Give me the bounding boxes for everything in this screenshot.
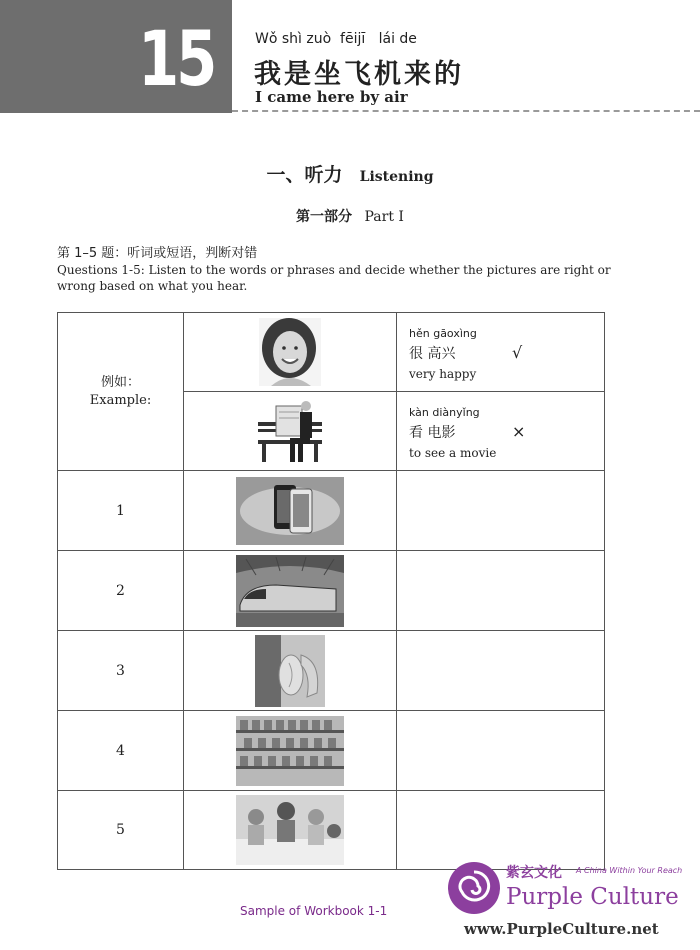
question-answer-cell[interactable]	[397, 471, 605, 551]
question-number: 3	[116, 662, 125, 679]
example-word-english: to see a movie	[409, 446, 497, 460]
hand-behind-ear-listening-photo	[255, 635, 325, 707]
footer-caption: Sample of Workbook 1-1	[240, 904, 388, 918]
example-label-chinese: 例如：	[100, 374, 140, 390]
supermarket-shelves-photo	[236, 716, 344, 786]
header-dashed-divider	[232, 110, 700, 112]
children-at-table-photo	[236, 795, 344, 865]
example-label-cell	[58, 313, 184, 471]
website-url[interactable]: www.PurpleCulture.net	[464, 920, 659, 938]
lesson-title-pinyin: Wǒ shì zuò fēijī lái de	[255, 31, 417, 47]
instructions-chinese: 第 1–5 题：听词或短语，判断对错	[57, 246, 258, 261]
example-word	[409, 327, 477, 381]
question-number: 4	[116, 742, 125, 759]
example-picture-cell	[184, 313, 397, 392]
example-word-chinese: 很 高兴	[409, 346, 456, 362]
question-row	[58, 711, 605, 791]
example-picture-cell	[184, 392, 397, 471]
wrong-mark: ×	[512, 422, 526, 441]
high-speed-train-photo	[236, 555, 344, 627]
correct-mark: √	[512, 343, 523, 362]
swirl-logo-icon	[448, 862, 500, 914]
part-title	[0, 206, 700, 226]
question-answer-cell[interactable]	[397, 631, 605, 711]
part-title-chinese: 第一部分	[296, 209, 353, 225]
question-number: 2	[116, 582, 125, 599]
question-number-cell	[58, 711, 184, 791]
example-row	[58, 313, 605, 392]
example-word-cell	[397, 313, 605, 392]
brand-name-english: Purple Culture	[506, 884, 679, 910]
smiling-woman-photo	[259, 318, 321, 386]
question-answer-cell[interactable]	[397, 551, 605, 631]
lesson-title-english: I came here by air	[255, 88, 408, 106]
lesson-title-chinese: 我是坐飞机来的	[254, 59, 464, 90]
section-title-english: Listening	[359, 169, 434, 185]
instructions-english: Questions 1-5: Listen to the words or phrases and decide whether the pictures are right or wrong based on what you hear.	[57, 263, 611, 293]
man-reading-newspaper-on-bench-photo	[254, 396, 326, 466]
part-title-english: Part Ⅰ	[364, 209, 404, 225]
lesson-number: 15	[138, 14, 215, 103]
example-word-chinese: 看 电影	[409, 425, 456, 441]
example-word	[409, 406, 496, 460]
example-word-cell	[397, 392, 605, 471]
question-picture-cell	[184, 791, 397, 870]
question-answer-cell[interactable]	[397, 711, 605, 791]
question-number: 1	[116, 502, 125, 519]
example-label-english: Example:	[89, 392, 152, 408]
question-number-cell	[58, 471, 184, 551]
listening-table	[57, 312, 605, 870]
question-number-cell	[58, 551, 184, 631]
question-row	[58, 551, 605, 631]
question-picture-cell	[184, 471, 397, 551]
smartphones-photo	[236, 477, 344, 545]
brand-tagline: A China Within Your Reach	[576, 866, 683, 875]
question-number-cell	[58, 791, 184, 870]
brand-logo	[448, 858, 698, 948]
example-word-english: very happy	[409, 367, 477, 381]
brand-name-chinese: 紫玄文化	[506, 865, 562, 881]
example-word-pinyin: hěn gāoxìng	[409, 327, 477, 340]
lesson-header	[0, 0, 700, 113]
section-title	[0, 160, 700, 187]
question-row	[58, 631, 605, 711]
question-picture-cell	[184, 551, 397, 631]
question-picture-cell	[184, 631, 397, 711]
question-picture-cell	[184, 711, 397, 791]
example-word-pinyin: kàn diànyǐng	[409, 406, 480, 419]
question-row	[58, 471, 605, 551]
section-title-chinese: 一、听力	[266, 164, 343, 186]
question-number: 5	[116, 822, 125, 838]
question-number-cell	[58, 631, 184, 711]
